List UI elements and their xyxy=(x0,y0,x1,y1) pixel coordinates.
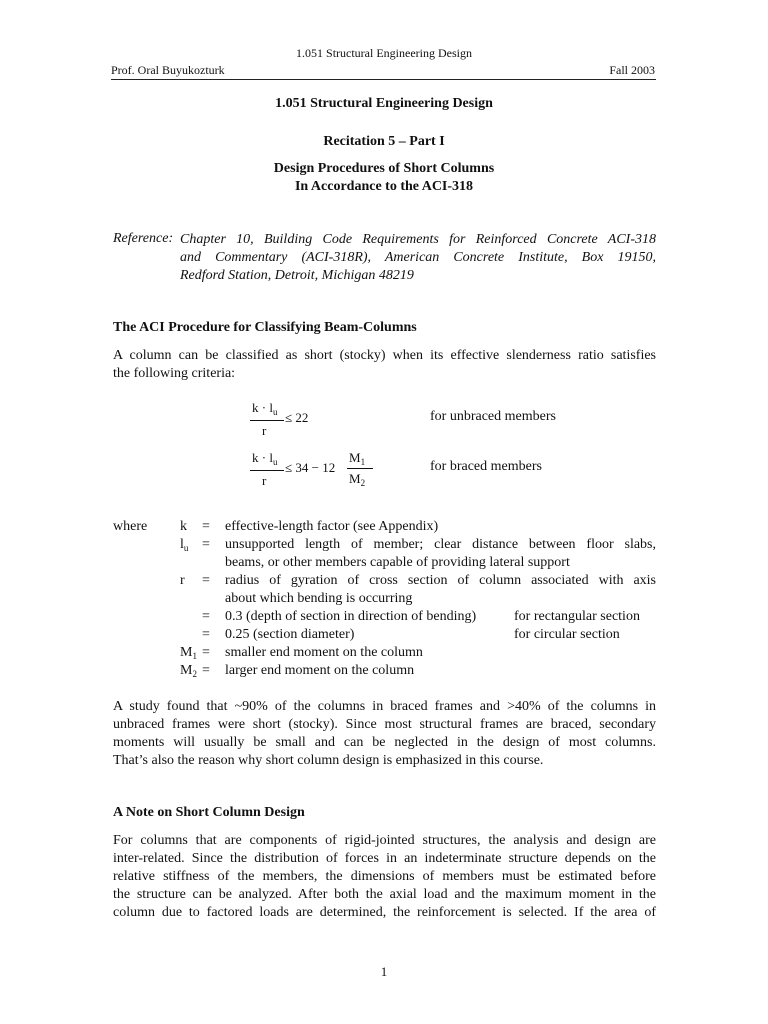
running-header-term: Fall 2003 xyxy=(609,63,655,77)
reference-text xyxy=(180,231,656,285)
running-header-course: 1.051 Structural Engineering Design xyxy=(296,46,472,60)
definition-symbol: $l_u$ xyxy=(180,537,189,553)
definition-equals: = xyxy=(202,519,210,534)
paragraph-line: That’s also the reason why short column design is emphasized in this course. xyxy=(113,753,544,768)
study-paragraph xyxy=(113,698,656,770)
running-header-author: Prof. Oral Buyukozturk xyxy=(111,63,225,77)
eq2-denominator: r xyxy=(262,473,267,488)
definition-text: beams, or other members capable of providing lateral support xyxy=(225,555,570,570)
subtitle-line-2: In Accordance to the ACI-318 xyxy=(294,179,474,194)
definition-symbol: r xyxy=(180,573,185,588)
paragraph-line: A column can be classified as short (stocky) when its effective slenderness ratio satisfies xyxy=(113,348,656,363)
definition-equals: = xyxy=(202,645,210,660)
section-heading-classifying: The ACI Procedure for Classifying Beam-Columns xyxy=(113,320,417,335)
eq2-moment-denominator: $M_2$ xyxy=(349,471,366,488)
definition-symbol: $M_1$ xyxy=(180,645,197,661)
eq1-denominator: r xyxy=(262,423,267,438)
paragraph-line: A study found that ~90% of the columns in braced frames and >40% of the columns in xyxy=(113,699,656,714)
reference-line: Chapter 10, Building Code Requirements for Reinforced Concrete ACI-318 xyxy=(180,232,656,247)
paragraph-line: the structure can be analyzed. After both the axial load and the maximum moment in the xyxy=(113,887,656,902)
note-paragraph xyxy=(113,832,656,922)
definition-text: smaller end moment on the column xyxy=(225,645,423,660)
eq2-numerator: $k \cdot l_u$ xyxy=(252,450,278,467)
subtitle-line-1: Design Procedures of Short Columns xyxy=(273,161,495,176)
paragraph-line: relative stiffness of the members, the dimensions of members must be estimated before xyxy=(113,869,656,884)
document-title: 1.051 Structural Engineering Design xyxy=(275,96,493,111)
where-label: where xyxy=(113,519,148,534)
definition-text: about which bending is occurring xyxy=(225,591,413,606)
definition-text: larger end moment on the column xyxy=(225,663,415,678)
paragraph-line: the following criteria: xyxy=(113,366,236,381)
eq2-note: for braced members xyxy=(430,459,542,474)
definition-equals: = xyxy=(202,663,210,678)
definition-equals: = xyxy=(202,627,210,642)
definition-text: radius of gyration of cross section of column associated with axis xyxy=(225,573,656,588)
eq1-note: for unbraced members xyxy=(430,409,556,424)
paragraph-line: inter-related. Since the distribution of forces in an indeterminate structure depends on the xyxy=(113,851,656,866)
definition-symbol: $M_2$ xyxy=(180,663,197,679)
definition-text: 0.25 (section diameter) xyxy=(225,627,355,642)
definition-equals: = xyxy=(202,573,210,588)
page-number: 1 xyxy=(380,964,388,979)
recitation-title: Recitation 5 – Part I xyxy=(323,134,445,149)
paragraph-line: column due to factored loads are determined, the reinforcement is selected. If the area of xyxy=(113,905,656,920)
eq1-rhs: ≤ 22 xyxy=(285,410,309,425)
definition-text: unsupported length of member; clear distance between floor slabs, xyxy=(225,537,656,552)
definition-equals: = xyxy=(202,537,210,552)
eq1-fraction-bar xyxy=(250,420,284,421)
definition-note: for rectangular section xyxy=(514,609,640,624)
eq2-rhs: ≤ 34 − 12 xyxy=(285,460,336,475)
definition-equals: = xyxy=(202,609,210,624)
eq2-moment-fraction-bar xyxy=(347,468,373,469)
eq2-moment-numerator: $M_1$ xyxy=(349,450,366,467)
header-rule xyxy=(111,79,656,80)
intro-paragraph xyxy=(113,347,656,383)
definition-text: 0.3 (depth of section in direction of bending) xyxy=(225,609,477,624)
section-heading-short-column-note: A Note on Short Column Design xyxy=(113,805,305,820)
reference-line: Redford Station, Detroit, Michigan 48219 xyxy=(180,268,414,283)
eq2-fraction-bar xyxy=(250,470,284,471)
paragraph-line: For columns that are components of rigid-jointed structures, the analysis and design are xyxy=(113,833,656,848)
paragraph-line: moments will usually be small and can be neglected in the design of most columns. xyxy=(113,735,656,750)
reference-label: Reference: xyxy=(113,231,174,246)
reference-line: and Commentary (ACI-318R), American Concrete Institute, Box 19150, xyxy=(180,250,656,265)
definition-text: effective-length factor (see Appendix) xyxy=(225,519,439,534)
paragraph-line: unbraced frames were short (stocky). Since most structural frames are braced, secondary xyxy=(113,717,656,732)
definition-note: for circular section xyxy=(514,627,620,642)
eq1-numerator: $k \cdot l_u$ xyxy=(252,400,278,417)
definition-symbol: k xyxy=(180,519,187,534)
